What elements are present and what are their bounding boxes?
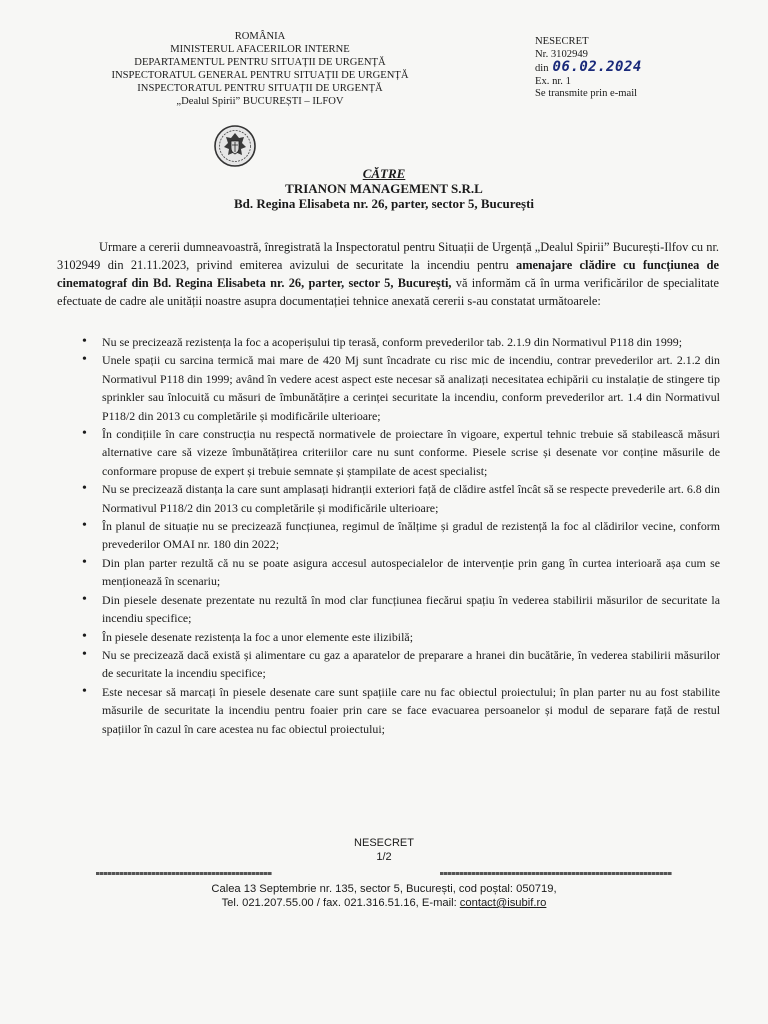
footer-rule-left <box>96 872 272 875</box>
finding-item: • Nu se precizează distanța la care sunt amplasați hidranții exteriori față de clădire astfel încât să se respecte prevederile art. 6.8 din Normativul P118/2 din 2013 cu completările și modificările ulterioare; <box>84 480 720 517</box>
intro-paragraph <box>57 238 719 310</box>
copy-number: Ex. nr. 1 <box>535 75 571 87</box>
footer-address-block <box>0 882 768 910</box>
issue-date <box>535 61 642 76</box>
authority-line: ROMÂNIA <box>234 31 286 42</box>
page-number: 1/2 <box>376 851 392 863</box>
document-reference-block <box>535 36 642 101</box>
footer-rule-right <box>440 872 672 875</box>
registration-number: Nr. 3102949 <box>535 48 588 60</box>
footer-classification: NESECRET <box>354 837 414 849</box>
recipient-block <box>0 166 768 211</box>
intro-text: Urmare a cererii dumneavoastră, înregistrată la Inspectoratul pentru Situații de Urgență „Dealul Spirii” București-Ilfov cu nr. 3102949 din 21.11.2023, privind emiterea avizului de securitate la incendiu pentru <box>57 240 719 272</box>
transmission-note: Se transmite prin e-mail <box>535 88 638 100</box>
finding-item: • În planul de situație nu se precizează funcțiunea, regimul de înălțime și gradul de rezistență la foc al clădirilor vecine, conform prevederilor OMAI nr. 180 din 2022; <box>84 517 720 554</box>
date-prefix: din <box>535 63 549 75</box>
coat-of-arms-icon <box>213 124 257 168</box>
finding-item: • Din plan parter rezultă că nu se poate asigura accesul autospecialelor de intervenție prin gang în curtea interioară așa cum se menționează în scenariu; <box>84 554 720 591</box>
recipient-label: CĂTRE <box>362 166 406 181</box>
finding-item: • Unele spații cu sarcina termică mai mare de 420 Mj sunt încadrate cu risc mic de incendiu, contrar prevederilor art. 2.1.2 din Normativul P118 din 1999; având în vedere acest aspect este necesar să analizați necesitatea echipării cu instalație de stingere tip sprinkler sau înlocuită cu măsuri de îmbunătățire a cerinței securitate la incendiu, conform prevederilor art. 1.4 din Normativul P118/2 din 2013 cu completările și modificările ulterioare; <box>84 351 720 425</box>
email-link[interactable]: contact@isubif.ro <box>459 897 547 909</box>
finding-item: • Nu se precizează rezistența la foc a acoperișului tip terasă, conform prevederilor tab. 2.1.9 din Normativul P118 din 1999; <box>84 333 720 351</box>
finding-item: • Este necesar să marcați în piesele desenate care sunt spațiile care nu fac obiectul proiectului; în plan parter nu au fost stabilite măsurile de securitate la incendiu pentru foaier prin care se face evacuarea persoanelor și modul de separare față de restul spațiilor în cazul în care acestea nu fac obiectul proiectului; <box>84 683 720 738</box>
institution-address: Calea 13 Septembrie nr. 135, sector 5, București, cod poștal: 050719, <box>211 883 557 895</box>
finding-item: • În condițiile în care construcția nu respectă normativele de proiectare în vigoare, expertul tehnic trebuie să stabilească măsuri alternative care să vizeze îmbunătățirea criteriilor care nu sunt conforme. Piesele scrise și desenate vor conține măsurile de conformare propuse de expert și trebuie semnate și ștampilate de acest specialist; <box>84 425 720 480</box>
authority-line: INSPECTORATUL GENERAL PENTRU SITUAȚII DE URGENȚĂ <box>111 70 409 81</box>
footer-classification-block <box>0 836 768 864</box>
recipient-address: Bd. Regina Elisabeta nr. 26, parter, sector 5, București <box>233 196 535 211</box>
findings-list <box>84 333 720 738</box>
authority-line: DEPARTAMENTUL PENTRU SITUAȚII DE URGENȚĂ <box>134 57 386 68</box>
classification-label: NESECRET <box>535 36 589 47</box>
recipient-company: TRIANON MANAGEMENT S.R.L <box>285 181 483 196</box>
authority-line: MINISTERUL AFACERILOR INTERNE <box>170 44 350 55</box>
issuing-authority-block <box>40 30 480 108</box>
finding-item: • Din piesele desenate prezentate nu rezultă în mod clar funcțiunea fiecărui spațiu în vederea stabilirii măsurilor de securitate la incendiu specifice; <box>84 591 720 628</box>
finding-item: • Nu se precizează dacă există și alimentare cu gaz a aparatelor de preparare a hranei din bucătărie, în vederea stabilirii măsurilor de securitate la incendiu specifice; <box>84 646 720 683</box>
intro-text-end: vă informăm că în urma verificărilor de specialitate efectuate de cadre ale unității noastre asupra documentației tehnice anexată cererii s-au constatat următoarele: <box>57 276 719 308</box>
contact-phone-fax: Tel. 021.207.55.00 / fax. 021.316.51.16, E-mail: <box>221 897 460 909</box>
handwritten-date: 06.02.2024 <box>552 59 642 76</box>
authority-line: „Dealul Spirii” BUCUREȘTI – ILFOV <box>176 96 344 107</box>
institution-contact <box>0 896 768 910</box>
authority-line: INSPECTORATUL PENTRU SITUAȚII DE URGENȚĂ <box>137 83 383 94</box>
project-subject: amenajare clădire cu funcțiunea de cinematograf din Bd. Regina Elisabeta nr. 26, parter, sector 5, București, <box>57 258 719 290</box>
finding-item: • În piesele desenate rezistența la foc a unor elemente este ilizibilă; <box>84 628 720 646</box>
